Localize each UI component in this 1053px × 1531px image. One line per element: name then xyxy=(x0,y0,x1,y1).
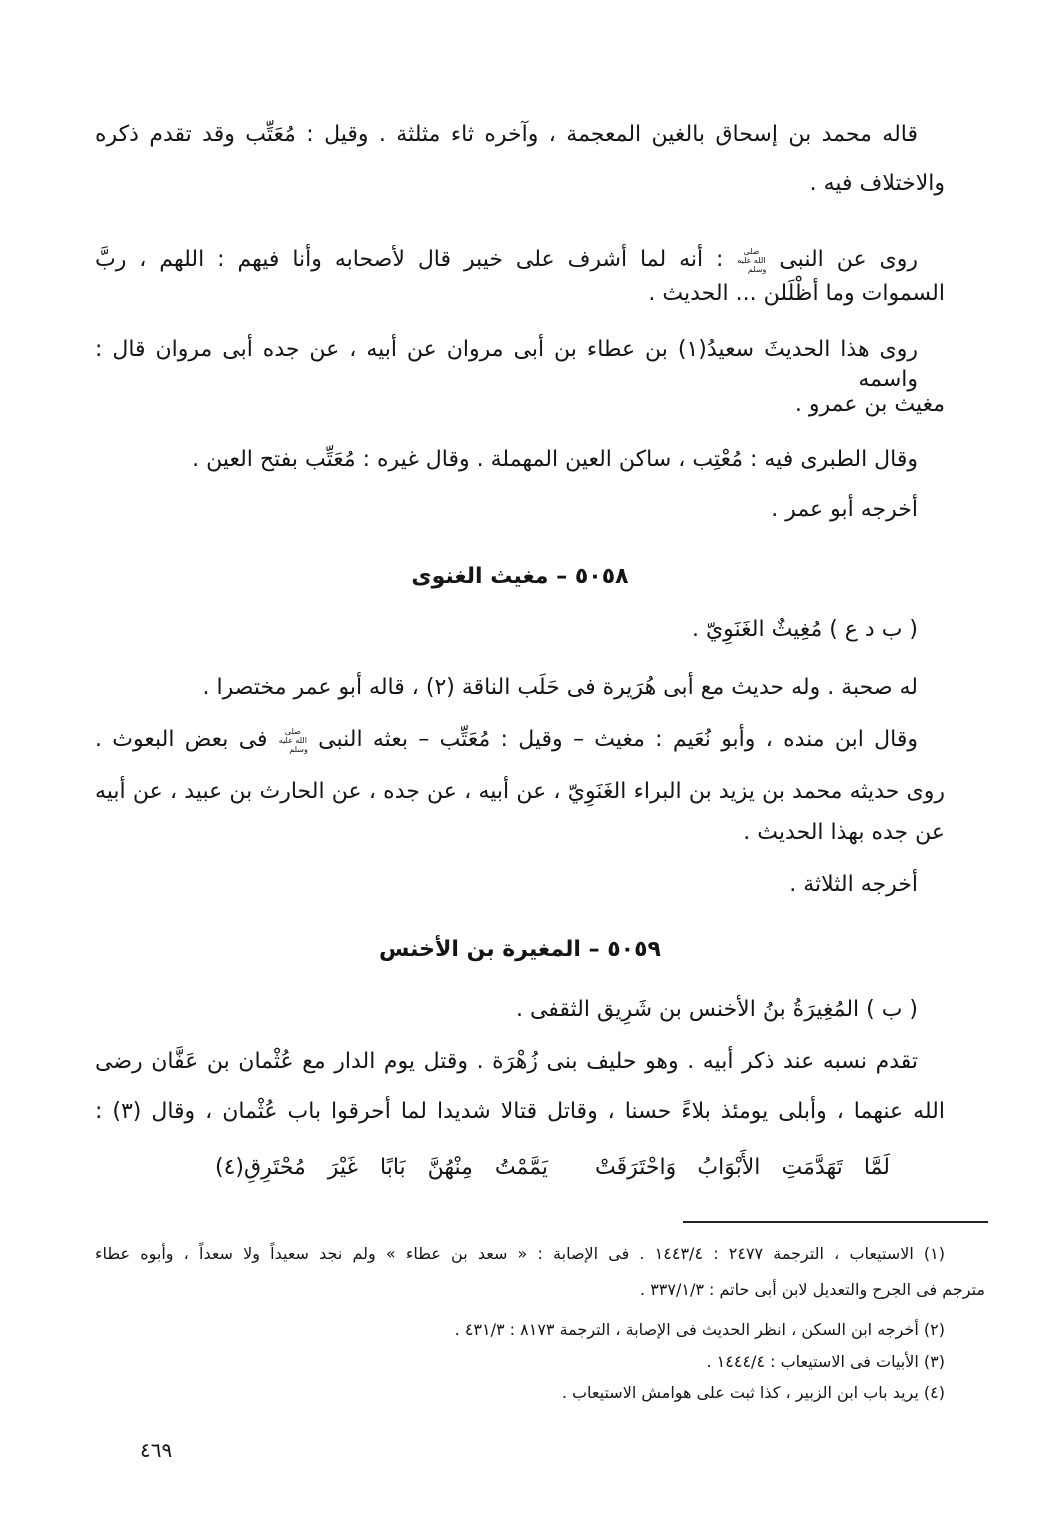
entry-5057-p1-line1: قاله محمد بن إسحاق بالغين المعجمة ، وآخره ثاء مثلثة . وقيل : مُعَتِّب وقد تقدم ذكره xyxy=(95,122,918,147)
honorific-ligature: صلى الله عليه وسلم xyxy=(278,726,308,754)
entry-5058-p3-line1: روى حديثه محمد بن يزيد بن البراء الغَنَوِيّ ، عن أبيه ، عن جده ، عن الحارث بن عبيد ، عن أبيه xyxy=(95,779,945,804)
entry-5057-p2-line1 xyxy=(95,245,918,275)
entry-5057-p3-line2: مغيث بن عمرو . xyxy=(794,392,945,417)
footnote-1-line2: مترجم فى الجرح والتعديل لابن أبى حاتم : ٣٣٧/١/٣ . xyxy=(640,1280,985,1299)
entry-5057-p3-line1: روى هذا الحديثَ سعيدُ(١) بن عطاء بن أبى مروان عن أبيه ، عن جده أبى مروان قال : واسمه xyxy=(95,337,918,392)
page-number: ٤٦٩ xyxy=(140,1438,173,1462)
entry-5058-p4: أخرجه الثلاثة . xyxy=(789,872,918,897)
footnote-3: (٣) الأبيات فى الاستيعاب : ١٤٤٤/٤ . xyxy=(706,1352,945,1371)
footnote-4: (٤) يريد باب ابن الزبير ، كذا ثبت على هوامش الاستيعاب . xyxy=(561,1383,945,1402)
entry-5059-p1-line1: تقدم نسبه عند ذكر أبيه . وهو حليف بنى زُهْرَة . وقتل يوم الدار مع عُثْمان بن عَفَّان رضى xyxy=(95,1049,918,1074)
text-segment: فى بعض البعوث . xyxy=(95,727,268,752)
verse-first-hemistich: لَمَّا تَهَدَّمَتِ الأَبْوَابُ وَاحْتَرَقَتْ xyxy=(595,1155,890,1180)
entry-heading: ٥٠٥٩ – المغيرة بن الأخنس xyxy=(379,937,661,962)
entry-5057-p1-line2: والاختلاف فيه . xyxy=(809,171,945,196)
entry-heading: ٥٠٥٨ – مغيث الغنوى xyxy=(411,564,629,589)
entry-5058-p2 xyxy=(95,725,918,755)
honorific-ligature: صلى الله عليه وسلم xyxy=(737,246,767,274)
footnote-2: (٢) أخرجه ابن السكن ، انظر الحديث فى الإصابة ، الترجمة ٨١٧٣ : ٤٣١/٣ . xyxy=(454,1320,945,1339)
entry-5057-p2-line2: السموات وما أظْلَلن ... الحديث . xyxy=(648,281,945,306)
entry-5057-p5: أخرجه أبو عمر . xyxy=(771,497,918,522)
entry-5058-intro: ( ب د ع ) مُغِيثٌ الغَنَوِيّ . xyxy=(691,617,918,642)
entry-5059-p1-line2: الله عنهما ، وأبلى يومئذ بلاءً حسنا ، وقاتل قتالا شديدا لما أحرقوا باب عُثْمان ، وقال (٣) : xyxy=(95,1099,945,1124)
verse-second-hemistich: يَمَّمْتُ مِنْهُنَّ بَابًا غَيْرَ مُحْتَرِقِ(٤) xyxy=(215,1155,548,1180)
entry-5059-intro: ( ب ) المُغِيرَةُ بنُ الأخنس بن شَرِيق الثقفى . xyxy=(515,997,918,1022)
text-segment: : أنه لما أشرف على خيبر قال لأصحابه وأنا فيهم : اللهم ، ربَّ xyxy=(95,247,724,272)
footnote-1-line1: (١) الاستيعاب ، الترجمة ٢٤٧٧ : ١٤٤٣/٤ . فى الإصابة : « سعد بن عطاء » ولم نجد سعيداً ولا سعداً ، وأبوه عطاء xyxy=(95,1244,946,1263)
entry-5057-p4: وقال الطبرى فيه : مُعْتِب ، ساكن العين المهملة . وقال غيره : مُعَتِّب بفتح العين . xyxy=(192,447,918,472)
text-segment: وقال ابن منده ، وأبو نُعَيم : مغيث – وقيل : مُعَتِّب – بعثه النبى xyxy=(318,727,918,752)
text-segment: روى عن النبى xyxy=(779,247,918,272)
footnote-separator xyxy=(683,1221,988,1223)
entry-5058-p3-line2: عن جده بهذا الحديث . xyxy=(743,820,945,845)
entry-5058-p1: له صحبة . وله حديث مع أبى هُرَيرة فى حَلَب الناقة (٢) ، قاله أبو عمر مختصرا . xyxy=(202,675,918,700)
